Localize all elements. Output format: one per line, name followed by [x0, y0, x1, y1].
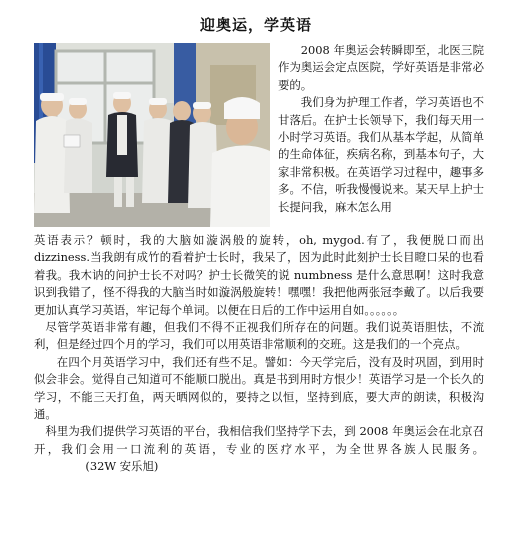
body-text — [34, 232, 484, 476]
nurses-group-photo — [34, 43, 270, 227]
intro-paragraph: 2008 年奥运会转瞬即至，北医三院作为奥运会定点医院，学好英语是非常必要的。 — [278, 43, 484, 92]
author-signature: (32W 安乐旭) — [85, 459, 159, 474]
paragraph-2-continued: 英语表示？顿时，我的大脑如漩涡般的旋转，oh, mygod.有了，我便脱口而出 dizziness.当我朗有成竹的看着护士长时，我呆了，因为此时此刻护士长目瞪口呆的也看着我。我木讷的问护士长不对吗？护士长微笑的说 numbness 是什么意思啊！这时我意识到我错了，怪不得我的大脑当时如漩涡般旋转！嘿嘿！我把他两张冠李戴了。以后我要更加认真学习英语，牢记每个单词。以便在日后的工作中运用自如。。。。。。 — [34, 233, 484, 317]
paragraph-3: 尽管学英语非常有趣，但我们不得不正视我们所存在的问题。我们说英语胆怯，不流利，但是经过四个月的学习，我们可以用英语非常顺利的交班。这是我们的一个亮点。 — [34, 320, 484, 352]
paragraph-4: 在四个月英语学习中，我们还有些不足。譬如：今天学完后，没有及时巩固，到用时似会非会。觉得自己知道可不能顺口脱出。真是书到用时方恨少！英语学习是一个长久的学习，不能三天打鱼，两天晒网似的，要持之以恒，坚持到底，要大声的朗读，积极沟通。 — [34, 354, 484, 422]
intro-column — [278, 42, 484, 216]
paragraph-2-side: 我们身为护理工作者，学习英语也不甘落后。在护士长领导下，我们每天用一小时学习英语。我们从基本学起，从简单的生命体征，疾病名称，到基本句子，大家非常积极。在英语学习过程中，趣事多多。不信，听我慢慢说来。某天早上护士长提问我，麻木怎么用 — [278, 95, 484, 214]
paragraph-5-text: 科里为我们提供学习英语的平台，我相信我们坚持学下去，到 2008 年奥运会在北京召开，我们会用一口流利的英语，专业的医疗水平，为全世界各族人民服务。 — [34, 424, 484, 456]
article-title: 迎奥运，学英语 — [199, 16, 312, 34]
paragraph-5 — [34, 423, 484, 475]
